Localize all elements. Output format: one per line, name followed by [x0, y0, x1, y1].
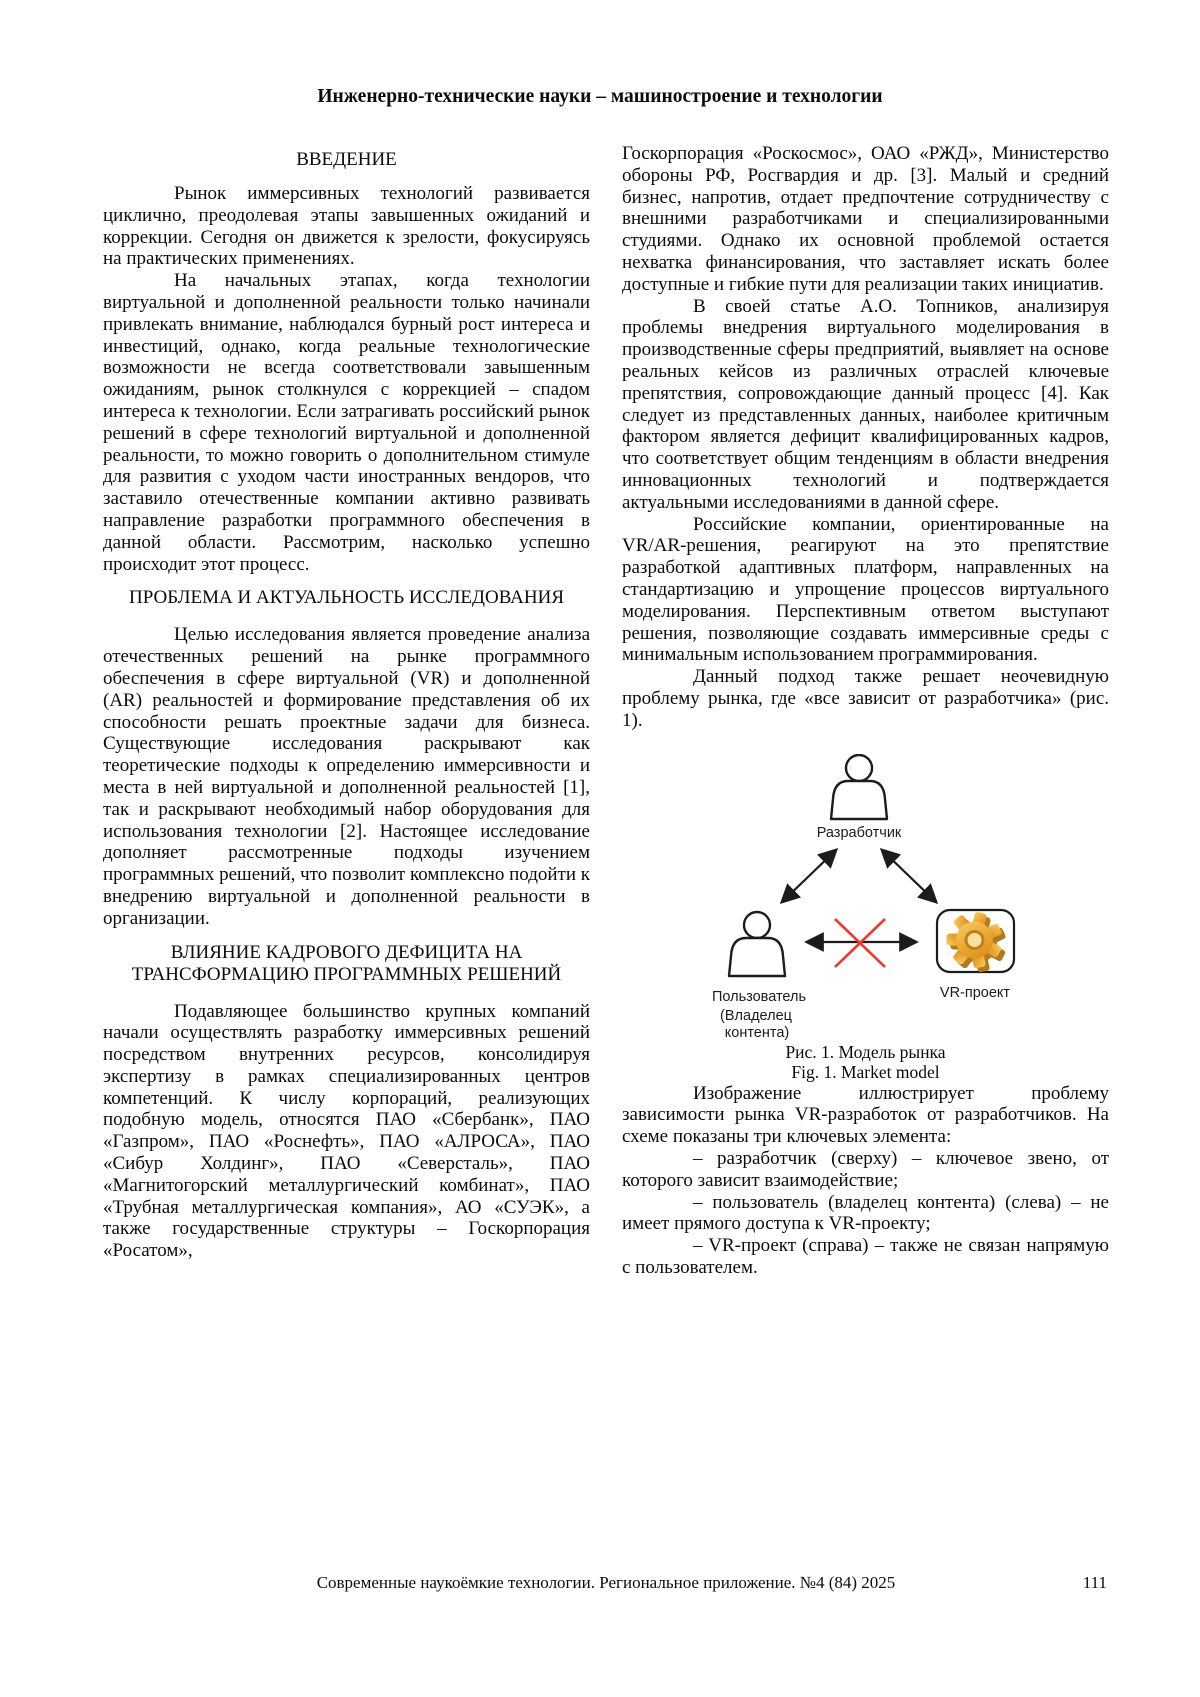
user-label-line2: (Владелец — [720, 1007, 792, 1024]
section-heading-introduction: ВВЕДЕНИЕ — [296, 149, 397, 170]
list-item-user: – пользователь (владелец контента) (слева) – не имеет прямого доступа к VR-проекту; — [622, 1191, 1109, 1235]
right-column — [622, 143, 1109, 1279]
left-column — [103, 143, 590, 1279]
paragraph: Рынок иммерсивных технологий развивается циклично, преодолевая этапы завышенных ожиданий и коррекции. Сегодня он движется к зрелости, фокусируясь на практических применениях. — [103, 183, 590, 270]
running-head: Инженерно-технические науки – машиностроение и технологии — [317, 86, 883, 107]
page-footer — [103, 1572, 1109, 1593]
text-columns — [103, 143, 1109, 1279]
developer-person-icon — [831, 755, 887, 819]
developer-user-arrow — [782, 850, 836, 902]
list-item-developer: – разработчик (сверху) – ключевое звено, от которого зависит взаимодействие; — [622, 1147, 1109, 1191]
paragraph: На начальных этапах, когда технологии виртуальной и дополненной реальности только начинали привлекать внимание, наблюдался бурный рост интереса и инвестиций, однако, когда реальные технологические возможности не всегда соответствовали завышенным ожиданиям, рынок столкнулся с коррекцией – спадом интереса к технологии. Если затрагивать российский рынок решений в сфере технологий виртуальной и дополненной реальности, то можно говорить о дополнительном стимуле для развития с уходом части иностранных вендоров, что заставило отечественные компании активно развивать направление разработки программного обеспечения в данной области. Рассмотрим, насколько успешно происходит этот процесс. — [103, 270, 590, 575]
vr-project-label: VR-проект — [939, 984, 1011, 1001]
page-number: 111 — [1082, 1573, 1107, 1592]
user-label-line1: Пользователь — [711, 988, 807, 1005]
developer-label: Разработчик — [816, 824, 902, 841]
figure-caption-ru: Рис. 1. Модель рынка — [785, 1041, 946, 1062]
paragraph: В своей статье А.О. Топников, анализируя проблемы внедрения виртуального моделирования в производственные сферы предприятий, выявляет на основе реальных кейсов из различных отраслей ключевые препятствия, сопровождающие данный процесс [4]. Как следует из представленных данных, наиболее критичным фактором является дефицит квалифицированных кадров, что соответствует общим тенденциям в области внедрения инновационных технологий и подтверждается актуальными исследованиями в данной сфере. — [622, 295, 1109, 513]
section-heading-problem: ПРОБЛЕМА И АКТУАЛЬНОСТЬ ИССЛЕДОВАНИЯ — [128, 587, 565, 609]
developer-vr-arrow — [882, 850, 936, 902]
figure-caption-en: Fig. 1. Market model — [791, 1062, 940, 1083]
paragraph: Данный подход также решает неочевидную проблему рынка, где «все зависит от разработчика» (рис. 1). — [622, 666, 1109, 731]
market-model-diagram — [622, 754, 1112, 1042]
figure-market-model — [622, 754, 1109, 1083]
section-heading-hr-deficit: ВЛИЯНИЕ КАДРОВОГО ДЕФИЦИТА НА ТРАНСФОРМАЦИЮ ПРОГРАММНЫХ РЕШЕНИЙ — [131, 941, 562, 985]
paragraph: Подавляющее большинство крупных компаний начали осуществлять разработку иммерсивных решений посредством внутренних ресурсов, консолидируя экспертизу в рамках специализированных центров компетенций. К числу корпораций, реализующих подобную модель, относятся ПАО «Сбербанк», ПАО «Газпром», ПАО «Роснефть», ПАО «АЛРОСА», ПАО «Сибур Холдинг», ПАО «Северсталь», ПАО «Магнитогорский металлургический комбинат», ПАО «Трубная металлургическая компания», АО «СУЭК», а также государственные структуры – Госкорпорация «Росатом», — [103, 1000, 590, 1262]
paragraph: Российские компании, ориентированные на VR/AR-решения, реагируют на это препятствие разработкой адаптивных платформ, направленных на стандартизацию и упрощение процессов виртуального моделирования. Перспективным ответом выступают решения, позволяющие создавать иммерсивные среды с минимальным использованием программирования. — [622, 513, 1109, 666]
paragraph: Госкорпорация «Роскосмос», ОАО «РЖД», Министерство обороны РФ, Росгвардия и др. [3]. Малый и средний бизнес, напротив, отдает предпочтение сотрудничеству с внешними разработчиками и специализированными студиями. Однако их основной проблемой остается нехватка финансирования, что заставляет искать более доступные и гибкие пути для реализации таких инициатив. — [622, 143, 1109, 295]
user-label-line3: контента) — [724, 1024, 790, 1041]
list-item-vr-project: – VR-проект (справа) – также не связан напрямую с пользователем. — [622, 1235, 1109, 1278]
user-person-icon — [729, 912, 785, 976]
paragraph: Изображение иллюстрирует проблему зависимости рынка VR-разработок от разработчиков. На схеме показаны три ключевых элемента: — [622, 1082, 1109, 1148]
gear-hole — [966, 931, 983, 948]
paragraph: Целью исследования является проведение анализа отечественных решений на рынке программного обеспечения в сфере виртуальной (VR) и дополненной (AR) реальностей и формирование представления об их способности решать проектные задачи для бизнеса. Существующие исследования раскрывают как теоретические подходы к определению иммерсивности и места в ней виртуальной и дополненной реальностей [1], так и раскрывают необходимый набор оборудования для использования технологии [2]. Настоящее исследование дополняет рассмотренные подходы изучением программных решений, что позволит комплексно подойти к внедрению виртуальной и дополненной реальности в организации. — [103, 624, 590, 929]
journal-title-footer: Современные наукоёмкие технологии. Региональное приложение. №4 (84) 2025 — [316, 1573, 896, 1592]
